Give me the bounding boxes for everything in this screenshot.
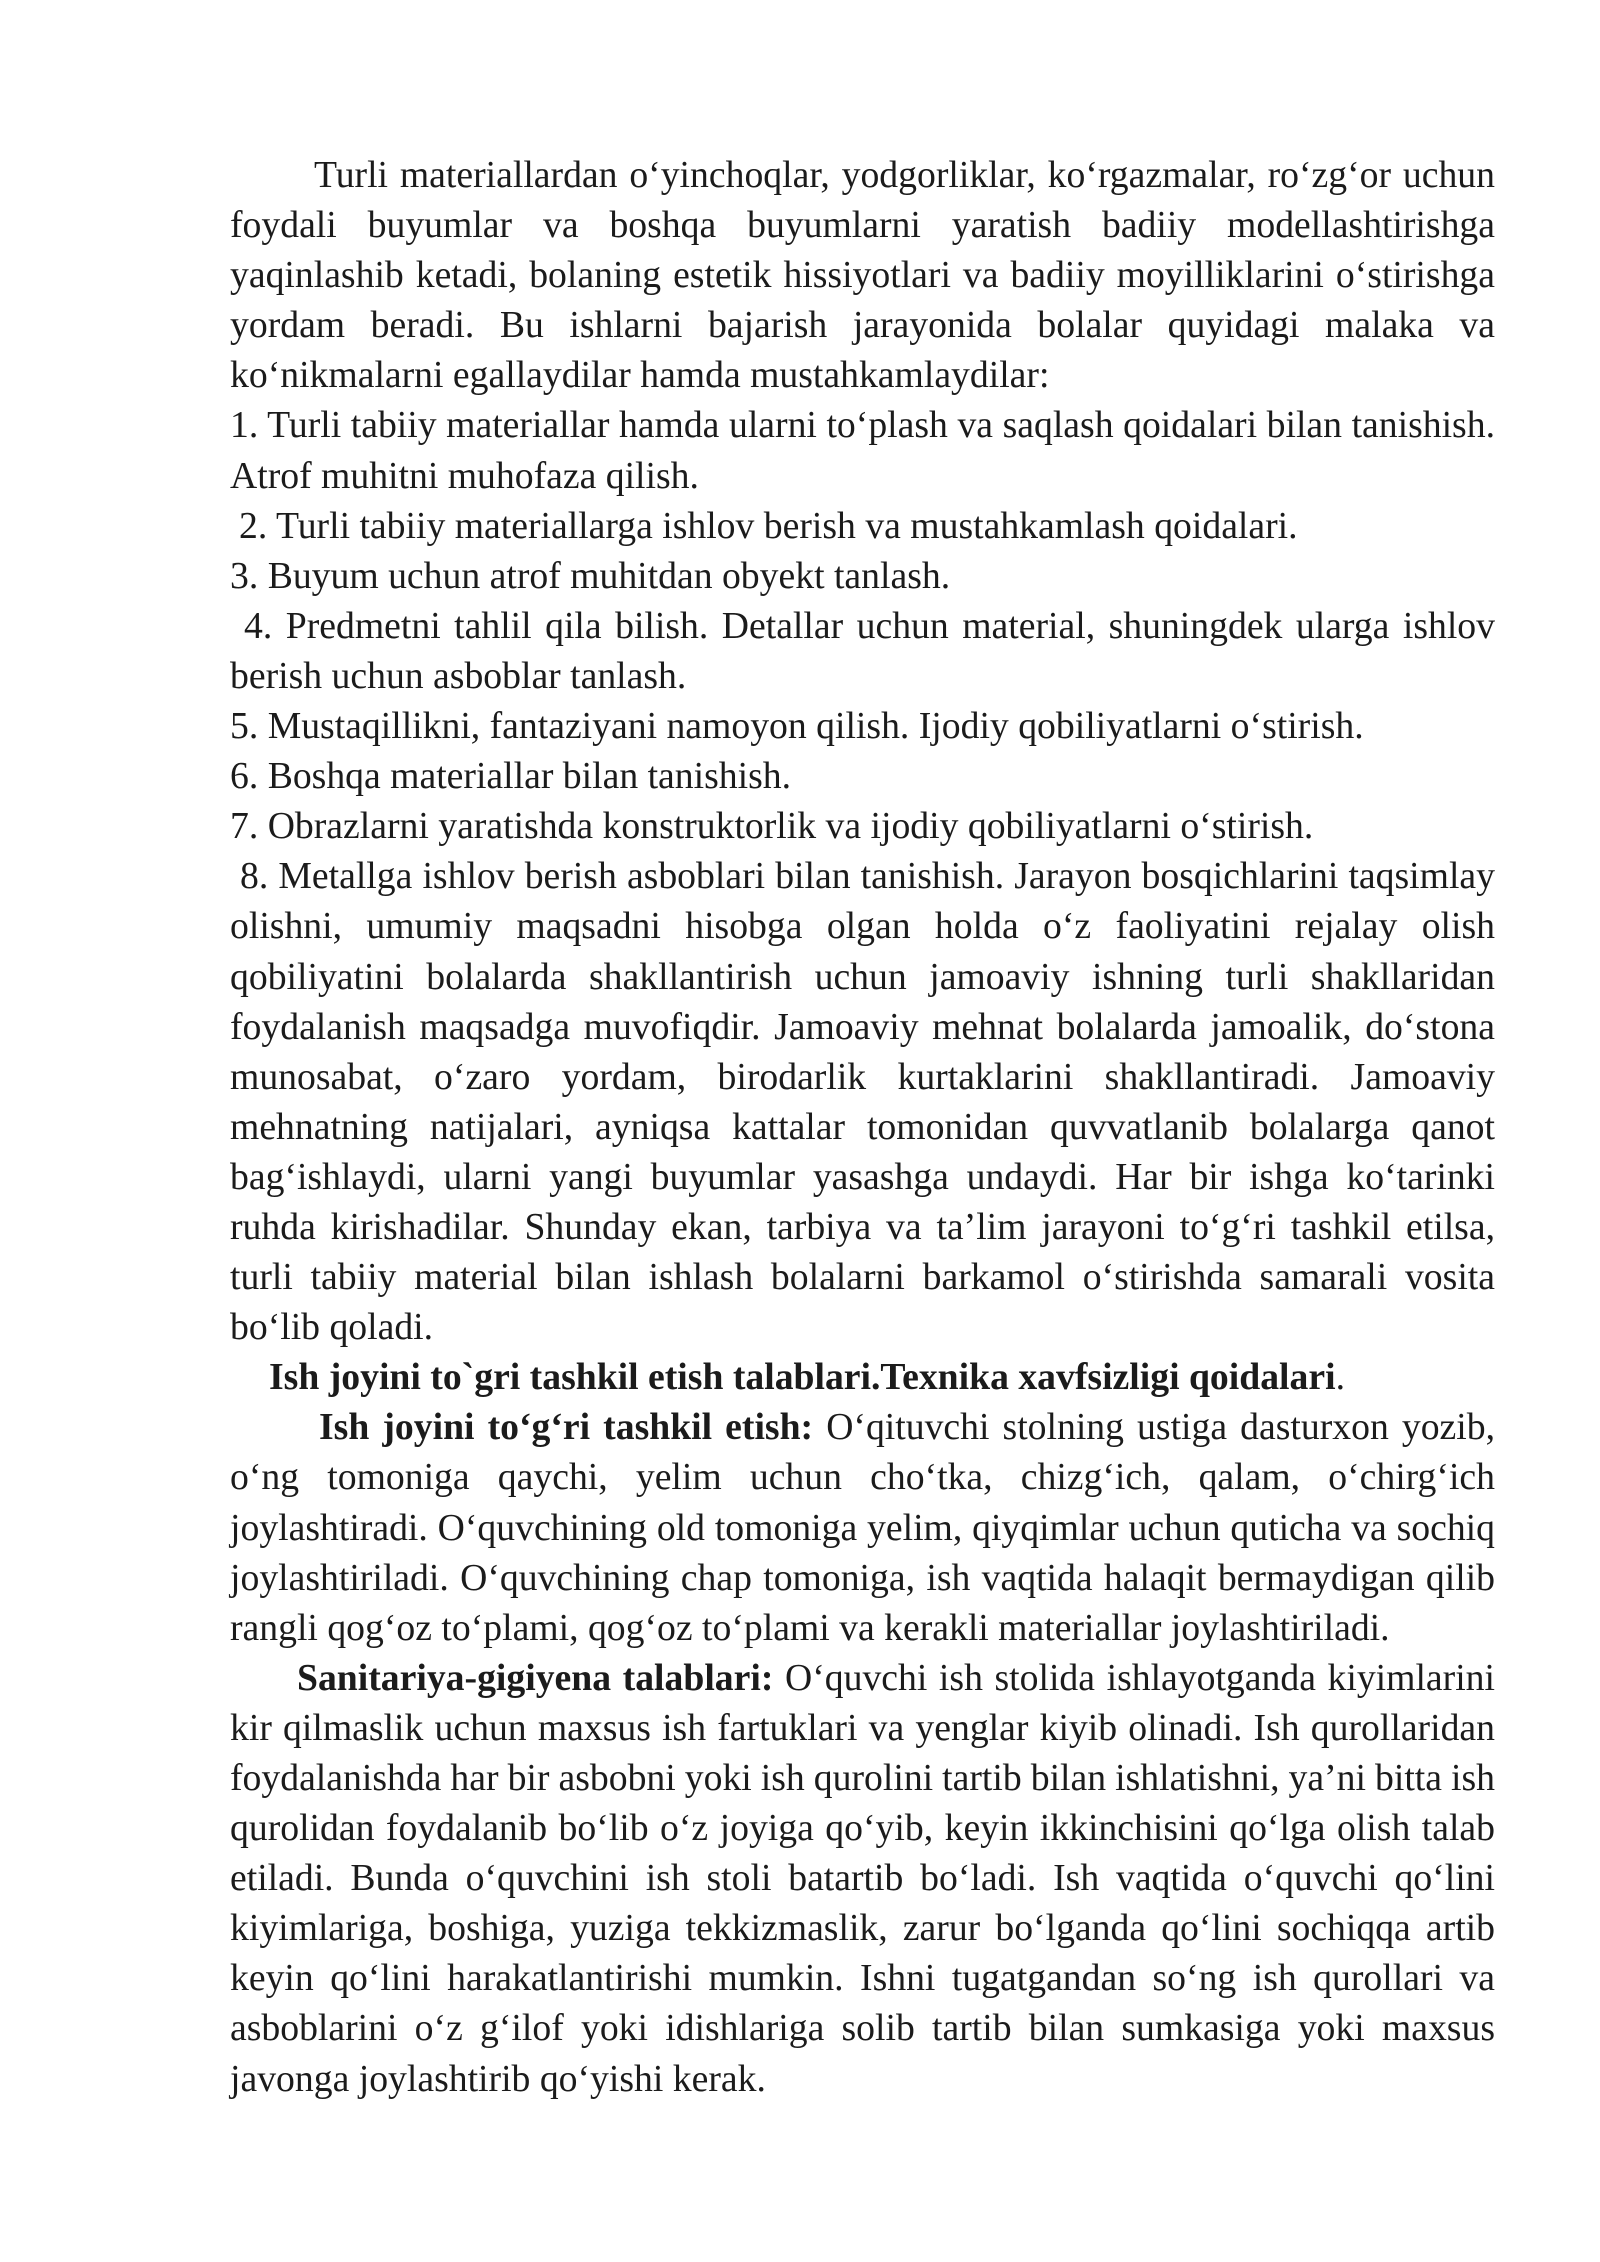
text-line: o‘ng tomoniga qaychi, yelim uchun cho‘tka, chizg‘ich, qalam, o‘chirg‘ich [230, 1456, 1495, 1499]
text-line: 7. Obrazlarni yaratishda konstruktorlik va ijodiy qobiliyatlarni o‘stirish. [230, 805, 1314, 848]
paragraph-lead: Sanitariya-gigiyena talablari: [297, 1656, 774, 1699]
text-line: berish uchun asboblar tanlash. [230, 654, 687, 697]
text-line: yordam beradi. Bu ishlarni bajarish jarayonida bolalar quyidagi malaka va [230, 304, 1495, 347]
text-line [230, 1402, 1495, 1452]
heading-text: Ish joyini to`gri tashkil etish talablari.Texnika xavfsizligi qoidalari [269, 1356, 1336, 1399]
paragraph-lead: Ish joyini to‘g‘ri tashkil etish: [319, 1406, 814, 1449]
text-line: 2. Turli tabiiy materiallarga ishlov berish va mustahkamlash qoidalari. [239, 504, 1298, 547]
text-line: 5. Mustaqillikni, fantaziyani namoyon qilish. Ijodiy qobiliyatlarni o‘stirish. [230, 705, 1364, 748]
text-line: javonga joylashtirib qo‘yishi kerak. [230, 2057, 766, 2100]
text-line: 3. Buyum uchun atrof muhitdan obyekt tanlash. [230, 554, 951, 597]
text-line: bo‘lib qoladi. [230, 1306, 434, 1349]
text-line: keyin qo‘lini harakatlantirishi mumkin. Ishni tugatgandan so‘ng ish qurollari va [230, 1957, 1495, 2000]
text-line: 8. Metallga ishlov berish asboblari bilan tanishish. Jarayon bosqichlarini taqsimlay [240, 855, 1495, 898]
text-line: Atrof muhitni muhofaza qilish. [230, 454, 699, 497]
list-item-3 [230, 551, 1495, 601]
text-line: foydali buyumlar va boshqa buyumlarni yaratish badiiy modellashtirishga [230, 204, 1495, 247]
paragraph-intro [230, 150, 1495, 400]
text-line: joylashtiriladi. O‘quvchining chap tomoniga, ish vaqtida halaqit bermaydigan qilib [230, 1556, 1495, 1599]
text-line: ruhda kirishadilar. Shunday ekan, tarbiya va ta’lim jarayoni to‘g‘ri tashkil etilsa, [230, 1205, 1495, 1248]
heading-line [230, 1352, 1495, 1402]
text-line [230, 1653, 1495, 1703]
list-item-5 [230, 701, 1495, 751]
text-line: ko‘nikmalarni egallaydilar hamda mustahkamlaydilar: [230, 354, 1050, 397]
text-line: asboblarini o‘z g‘ilof yoki idishlariga solib tartib bilan sumkasiga yoki maxsus [230, 2007, 1495, 2050]
heading-period: . [1335, 1356, 1345, 1399]
text-line: foydalanishda har bir asbobni yoki ish qurolini tartib bilan ishlatishni, ya’ni bitta ish [230, 1757, 1495, 1799]
page-body [230, 150, 1495, 2104]
list-item-8 [230, 851, 1495, 1352]
paragraph-sanitary [230, 1653, 1495, 2104]
text-line: mehnatning natijalari, ayniqsa kattalar tomonidan quvvatlanib bolalarga qanot [230, 1105, 1495, 1148]
paragraph-workplace [230, 1402, 1495, 1652]
text-line: rangli qog‘oz to‘plami, qog‘oz to‘plami va kerakli materiallar joylashtiriladi. [230, 1606, 1390, 1649]
text-line: yaqinlashib ketadi, bolaning estetik hissiyotlari va badiiy moyilliklarini o‘stirishga [230, 254, 1495, 297]
list-item-2 [230, 501, 1495, 551]
text-run: O‘qituvchi stolning ustiga dasturxon yozib, [826, 1406, 1496, 1449]
text-line: kir qilmaslik uchun maxsus ish fartuklari va yenglar kiyib olinadi. Ish qurollaridan [230, 1706, 1495, 1749]
text-line: munosabat, o‘zaro yordam, birodarlik kurtaklarini shakllantiradi. Jamoaviy [230, 1055, 1495, 1098]
section-heading [230, 1352, 1495, 1402]
text-line: qurolidan foydalanib bo‘lib o‘z joyiga qo‘yib, keyin ikkinchisini qo‘lga olish talab [230, 1807, 1495, 1850]
list-item-6 [230, 751, 1495, 801]
text-line: bag‘ishlaydi, ularni yangi buyumlar yasashga undaydi. Har bir ishga ko‘tarinki [230, 1155, 1495, 1198]
text-line: joylashtiradi. O‘quvchining old tomoniga yelim, qiyqimlar uchun quticha va sochiq [230, 1506, 1495, 1549]
text-line: 6. Boshqa materiallar bilan tanishish. [230, 755, 792, 798]
text-line: foydalanish maqsadga muvofiqdir. Jamoaviy mehnat bolalarda jamoalik, do‘stona [230, 1005, 1495, 1048]
text-line: 1. Turli tabiiy materiallar hamda ularni to‘plash va saqlash qoidalari bilan tanishish. [230, 404, 1495, 447]
text-line: olishni, umumiy maqsadni hisobga olgan holda o‘z faoliyatini rejalay olish [230, 905, 1495, 948]
text-line: qobiliyatini bolalarda shakllantirish uchun jamoaviy ishning turli shakllaridan [230, 955, 1495, 998]
list-item-4 [230, 601, 1495, 701]
text-line: etiladi. Bunda o‘quvchini ish stoli batartib bo‘ladi. Ish vaqtida o‘quvchi qo‘lini [230, 1857, 1495, 1900]
text-line: 4. Predmetni tahlil qila bilish. Detallar uchun material, shuningdek ularga ishlov [244, 604, 1495, 647]
text-line: turli tabiiy material bilan ishlash bolalarni barkamol o‘stirishda samarali vosita [230, 1256, 1495, 1299]
text-line: Turli materiallardan o‘yinchoqlar, yodgorliklar, ko‘rgazmalar, ro‘zg‘or uchun [314, 154, 1495, 196]
list-item-1 [230, 400, 1495, 500]
text-line: kiyimlariga, boshiga, yuziga tekkizmaslik, zarur bo‘lganda qo‘lini sochiqqa artib [230, 1907, 1495, 1950]
text-run: O‘quvchi ish stolida ishlayotganda kiyimlarini [785, 1656, 1495, 1699]
list-item-7 [230, 801, 1495, 851]
